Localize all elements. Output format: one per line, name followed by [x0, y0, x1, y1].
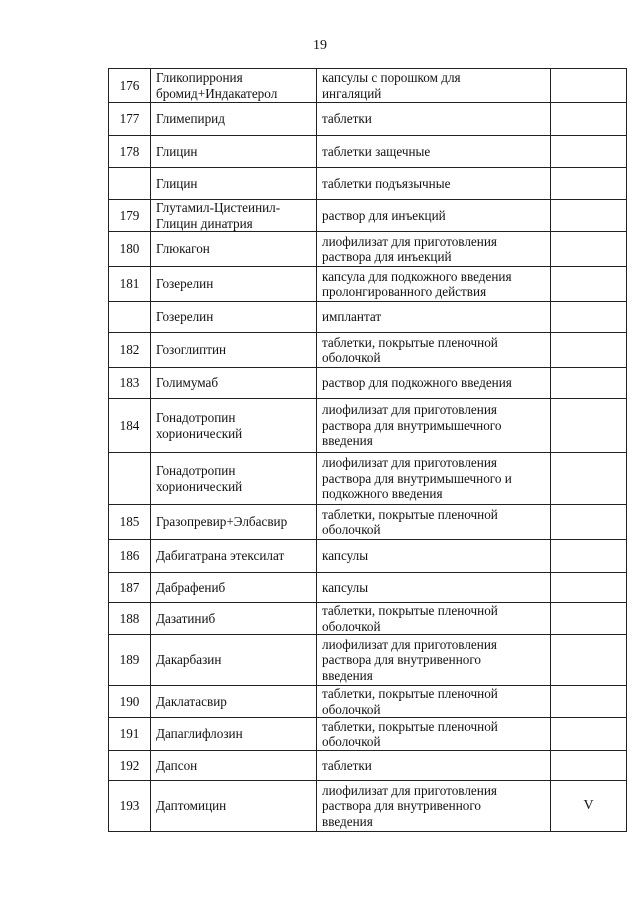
- dosage-form-text: раствор для инъекций: [322, 207, 446, 223]
- dosage-form: [317, 751, 551, 781]
- row-number: [109, 368, 151, 399]
- dosage-form-text: таблетки, покрытые пленочной оболочкой: [322, 686, 498, 717]
- table-row: [109, 718, 627, 751]
- dosage-form: [317, 635, 551, 686]
- mark-cell: [551, 136, 627, 168]
- row-number: [109, 200, 151, 232]
- row-number-text: 176: [119, 77, 140, 93]
- row-number-text: 179: [119, 207, 140, 223]
- mark-cell: [551, 333, 627, 368]
- row-number: [109, 718, 151, 751]
- mark-cell: [551, 302, 627, 333]
- table-row: [109, 200, 627, 232]
- page-number: 19: [313, 38, 327, 53]
- dosage-form-text: лиофилизат для приготовления раствора для внутривенного введения: [322, 782, 497, 829]
- dosage-form-text: таблетки подъязычные: [322, 175, 451, 191]
- drug-name: [151, 103, 317, 136]
- table-row: [109, 232, 627, 267]
- drug-name: [151, 635, 317, 686]
- row-number-text: 187: [119, 579, 140, 595]
- dosage-form-text: таблетки, покрытые пленочной оболочкой: [322, 718, 498, 749]
- drug-name: [151, 267, 317, 302]
- drug-name-text: Дакарбазин: [156, 652, 222, 668]
- row-number-text: 184: [119, 417, 140, 433]
- mark-cell: [551, 232, 627, 267]
- drug-name-text: Глицин: [156, 175, 198, 191]
- dosage-form: [317, 267, 551, 302]
- dosage-form-text: лиофилизат для приготовления раствора для внутривенного введения: [322, 636, 497, 683]
- drug-name: [151, 573, 317, 603]
- table-row: [109, 399, 627, 453]
- drug-name: [151, 302, 317, 333]
- row-number-text: 181: [119, 276, 140, 292]
- drug-name: [151, 751, 317, 781]
- mark-cell: [551, 635, 627, 686]
- mark-cell: [551, 168, 627, 200]
- dosage-form: [317, 686, 551, 718]
- drug-name: [151, 781, 317, 832]
- dosage-form: [317, 103, 551, 136]
- dosage-form: [317, 781, 551, 832]
- drug-name-text: Гликопиррония бромид+Индакатерол: [156, 70, 278, 101]
- dosage-form: [317, 505, 551, 540]
- drug-name-text: Гонадотропин хорионический: [156, 463, 243, 494]
- mark-cell: [551, 399, 627, 453]
- dosage-form: [317, 453, 551, 505]
- row-number-text: 189: [119, 652, 140, 668]
- dosage-form: [317, 573, 551, 603]
- mark-cell: [551, 573, 627, 603]
- table-row: [109, 781, 627, 832]
- dosage-form-text: лиофилизат для приготовления раствора для внутримышечного введения: [322, 402, 502, 449]
- row-number-text: 182: [119, 342, 140, 358]
- mark-cell: [551, 267, 627, 302]
- table-row: [109, 168, 627, 200]
- dosage-form: [317, 136, 551, 168]
- dosage-form: [317, 302, 551, 333]
- drug-name-text: Дапаглифлозин: [156, 726, 243, 742]
- drug-name-text: Гозоглиптин: [156, 342, 227, 358]
- mark-cell: [551, 368, 627, 399]
- row-number: [109, 751, 151, 781]
- dosage-form: [317, 232, 551, 267]
- dosage-form: [317, 69, 551, 103]
- mark-cell: [551, 103, 627, 136]
- table-row: [109, 267, 627, 302]
- drug-name-text: Глутамил-Цистеинил- Глицин динатрия: [156, 200, 281, 231]
- drug-name: [151, 505, 317, 540]
- row-number-text: 183: [119, 375, 140, 391]
- row-number-text: 188: [119, 610, 140, 626]
- row-number: [109, 453, 151, 505]
- row-number: [109, 69, 151, 103]
- drug-name-text: Дабигатрана этексилат: [156, 548, 285, 564]
- drug-name: [151, 333, 317, 368]
- drug-name-text: Гразопревир+Элбасвир: [156, 514, 288, 530]
- table-row: [109, 453, 627, 505]
- drug-name-text: Гозерелин: [156, 276, 214, 292]
- drug-name-text: Гозерелин: [156, 309, 214, 325]
- dosage-form: [317, 718, 551, 751]
- table-row: [109, 573, 627, 603]
- dosage-form: [317, 200, 551, 232]
- dosage-form-text: таблетки: [322, 111, 372, 127]
- dosage-form-text: таблетки защечные: [322, 143, 431, 159]
- table-row: [109, 540, 627, 573]
- drug-name-text: Глицин: [156, 143, 198, 159]
- drug-name-text: Дазатиниб: [156, 610, 216, 626]
- dosage-form-text: таблетки, покрытые пленочной оболочкой: [322, 506, 498, 537]
- row-number: [109, 781, 151, 832]
- dosage-form-text: раствор для подкожного введения: [322, 375, 512, 391]
- row-number: [109, 399, 151, 453]
- mark-cell: [551, 603, 627, 635]
- row-number: [109, 573, 151, 603]
- table-row: [109, 333, 627, 368]
- drug-name-text: Глюкагон: [156, 241, 210, 257]
- row-number-text: 190: [119, 693, 140, 709]
- mark-cell: [551, 540, 627, 573]
- row-number: [109, 232, 151, 267]
- row-number-text: 186: [119, 548, 140, 564]
- drug-name-text: Гонадотропин хорионический: [156, 410, 243, 441]
- dosage-form: [317, 368, 551, 399]
- dosage-form-text: капсула для подкожного введения пролонгированного действия: [322, 268, 512, 299]
- row-number: [109, 168, 151, 200]
- mark-cell: [551, 69, 627, 103]
- table-row: [109, 103, 627, 136]
- drug-name-text: Голимумаб: [156, 375, 219, 391]
- table-row: [109, 69, 627, 103]
- drug-name-text: Дапсон: [156, 757, 198, 773]
- dosage-form-text: капсулы с порошком для ингаляций: [322, 70, 461, 101]
- dosage-form-text: таблетки: [322, 757, 372, 773]
- dosage-form-text: таблетки, покрытые пленочной оболочкой: [322, 603, 498, 634]
- row-number-text: 178: [119, 143, 140, 159]
- drug-name: [151, 168, 317, 200]
- row-number: [109, 505, 151, 540]
- drug-name-text: Глимепирид: [156, 111, 225, 127]
- dosage-form-text: таблетки, покрытые пленочной оболочкой: [322, 334, 498, 365]
- row-number-text: 177: [119, 111, 140, 127]
- table-row: [109, 603, 627, 635]
- drug-name-text: Дабрафениб: [156, 579, 226, 595]
- drug-name: [151, 232, 317, 267]
- drug-name: [151, 368, 317, 399]
- mark-cell: [551, 200, 627, 232]
- dosage-form-text: имплантат: [322, 309, 382, 325]
- row-number-text: 191: [119, 726, 140, 742]
- table-body: [109, 69, 627, 832]
- mark-cell: [551, 686, 627, 718]
- row-number-text: 185: [119, 514, 140, 530]
- dosage-form: [317, 603, 551, 635]
- mark-cell-text: V: [583, 798, 594, 814]
- row-number: [109, 333, 151, 368]
- table-row: [109, 302, 627, 333]
- row-number: [109, 686, 151, 718]
- dosage-form-text: капсулы: [322, 579, 369, 595]
- drug-name: [151, 603, 317, 635]
- drug-name: [151, 686, 317, 718]
- table-row: [109, 368, 627, 399]
- row-number: [109, 540, 151, 573]
- row-number: [109, 103, 151, 136]
- row-number: [109, 267, 151, 302]
- drug-name-text: Даклатасвир: [156, 693, 227, 709]
- drug-name-text: Даптомицин: [156, 798, 227, 814]
- mark-cell: [551, 453, 627, 505]
- drug-name: [151, 540, 317, 573]
- table-row: [109, 136, 627, 168]
- row-number-text: 192: [119, 757, 140, 773]
- row-number: [109, 603, 151, 635]
- mark-cell: [551, 718, 627, 751]
- dosage-form-text: капсулы: [322, 548, 369, 564]
- drug-name: [151, 453, 317, 505]
- table-row: [109, 505, 627, 540]
- row-number: [109, 635, 151, 686]
- dosage-form-text: лиофилизат для приготовления раствора для инъекций: [322, 233, 497, 264]
- mark-cell: [551, 751, 627, 781]
- drug-table: [108, 68, 627, 832]
- row-number: [109, 136, 151, 168]
- drug-name: [151, 399, 317, 453]
- dosage-form: [317, 399, 551, 453]
- table-row: [109, 686, 627, 718]
- row-number-text: 193: [119, 798, 140, 814]
- table-row: [109, 635, 627, 686]
- drug-name: [151, 200, 317, 232]
- dosage-form-text: лиофилизат для приготовления раствора для внутримышечного и подкожного введения: [322, 455, 512, 502]
- dosage-form: [317, 168, 551, 200]
- dosage-form: [317, 540, 551, 573]
- row-number-text: 180: [119, 241, 140, 257]
- dosage-form: [317, 333, 551, 368]
- row-number: [109, 302, 151, 333]
- mark-cell: [551, 781, 627, 832]
- drug-name: [151, 136, 317, 168]
- drug-name: [151, 718, 317, 751]
- mark-cell: [551, 505, 627, 540]
- drug-name: [151, 69, 317, 103]
- table-row: [109, 751, 627, 781]
